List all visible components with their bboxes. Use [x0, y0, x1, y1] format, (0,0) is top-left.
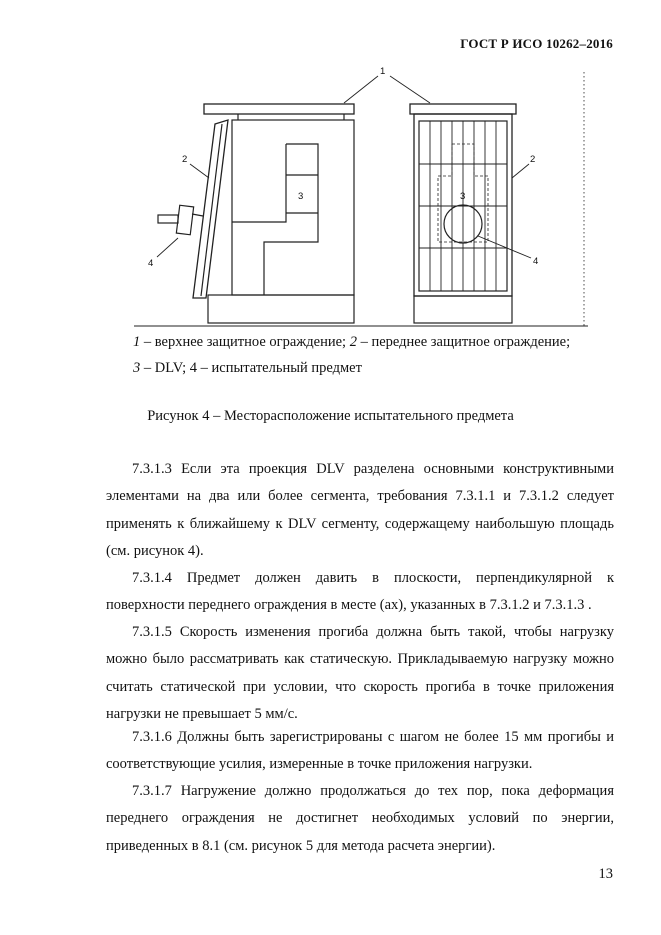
legend-text-3: – DLV; 4 – испытательный предмет — [140, 360, 362, 376]
callout-1: 1 — [380, 66, 386, 77]
figure-legend-line-2 — [133, 360, 362, 377]
document-header-code: ГОСТ Р ИСО 10262–2016 — [460, 36, 613, 51]
legend-num-1: 1 — [133, 334, 141, 350]
page-number: 13 — [598, 866, 613, 882]
callout-2-left: 2 — [182, 154, 188, 165]
legend-text-1: – верхнее защитное ограждение; — [140, 334, 350, 350]
legend-num-2: 2 — [349, 334, 357, 350]
callout-4-left: 4 — [148, 258, 154, 269]
callout-3-left: 3 — [298, 191, 304, 202]
figure-title: Рисунок 4 – Месторасположение испытательного предмета — [147, 408, 514, 424]
paragraph-7-3-1-7: 7.3.1.7 Нагружение должно продолжаться до тех пор, пока деформация переднего ограждения не достигнет необходимых условий по энергии, приведенных в 8.1 (см. рисунок 5 для метода расчета энергии). — [106, 783, 614, 854]
paragraph-7-3-1-6: 7.3.1.6 Должны быть зарегистрированы с шагом не более 15 мм прогибы и соответствующие усилия, измеренные в точке приложения нагрузки. — [106, 729, 614, 773]
legend-num-3: 3 — [133, 360, 141, 376]
figure-drawing — [0, 0, 661, 340]
callout-2-right: 2 — [530, 154, 536, 165]
paragraph-7-3-1-4: 7.3.1.4 Предмет должен давить в плоскости, перпендикулярной к поверхности переднего ограждения в месте (ах), указанных в 7.3.1.2 и 7.3.1.3 . — [106, 570, 614, 614]
paragraph-7-3-1-3: 7.3.1.3 Если эта проекция DLV разделена основными конструктивными элементами на два или более сегмента, требования 7.3.1.1 и 7.3.1.2 следует применять к ближайшему к DLV сегменту, содержащему наибольшую площадь (см. рисунок 4). — [106, 461, 614, 559]
callout-4-right: 4 — [533, 256, 539, 267]
callout-3-right: 3 — [460, 191, 466, 202]
figure-legend-line-1 — [133, 334, 570, 351]
legend-text-2: – переднее защитное ограждение; — [356, 334, 571, 350]
paragraph-7-3-1-5: 7.3.1.5 Скорость изменения прогиба должна быть такой, чтобы нагрузку можно было рассматривать как статическую. Прикладываемую нагрузку можно считать статической при условии, что скорость прогиба в точке приложения нагрузки не превышает 5 мм/с. — [106, 624, 614, 722]
